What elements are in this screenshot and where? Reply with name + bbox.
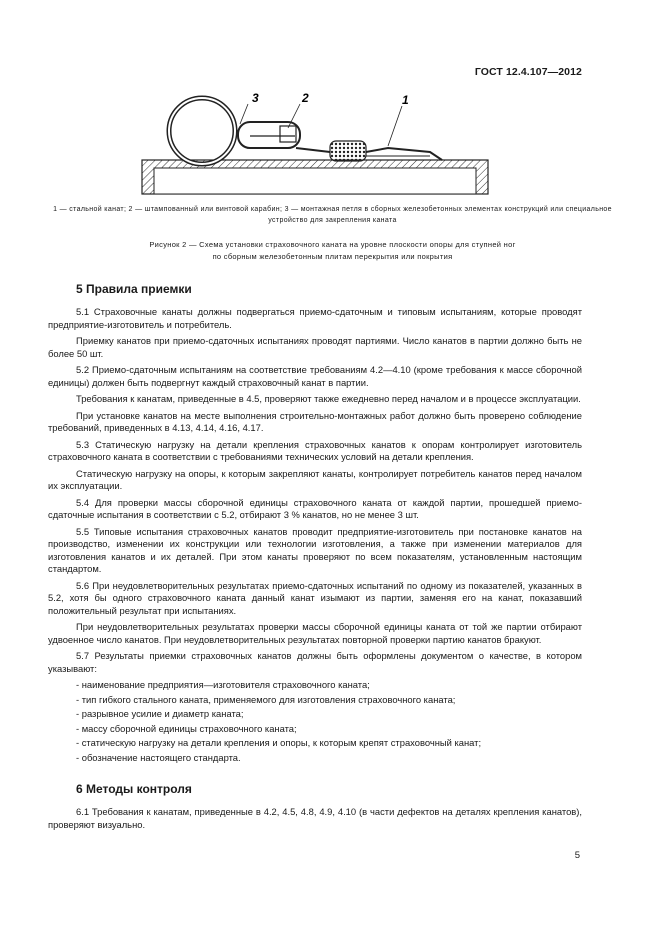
- page-number: 5: [574, 850, 580, 861]
- callout-3: 3: [252, 91, 259, 105]
- list-item: - наименование предприятия—изготовителя страховочного каната;: [76, 679, 370, 690]
- paragraph: 6.1 Требования к канатам, приведенные в 4.2, 4.5, 4.8, 4.9, 4.10 (в части дефектов на деталях крепления канатов), проверяют визуально.: [48, 806, 582, 830]
- paragraph: 5.4 Для проверки массы сборочной единицы страховочного каната от каждой партии, прошедшей приемо-сдаточные испытания в соответствии с 5.2, отбирают 3 % канатов, но не менее 3 шт.: [48, 496, 582, 520]
- paragraph: При установке канатов на месте выполнения строительно-монтажных работ должно быть проверено соблюдение требований, приведенных в 4.13, 4.14, 4.16, 4.17.: [48, 409, 582, 433]
- paragraph: 5.7 Результаты приемки страховочных канатов должны быть оформлены документом о качестве, в котором указывают:: [48, 650, 582, 674]
- paragraph: 5.2 Приемо-сдаточным испытаниям на соответствие требованиям 4.2—4.10 (кроме требования к массе сборочной единицы) должен быть подвергнут каждый страховочный канат в партии.: [48, 364, 582, 388]
- paragraph: 5.6 При неудовлетворительных результатах приемо-сдаточных испытаний по одному из показателей, указанных в 5.2, хотя бы одного страховочного каната данный канат изымают из партии, заменяя его на канат, показавший положительный результат при испытаниях.: [48, 579, 582, 616]
- caption-line-2: по сборным железобетонным плитам перекрытия или покрытия: [212, 252, 453, 261]
- list-item: - разрывное усилие и диаметр каната;: [76, 708, 244, 719]
- paragraph: Приемку канатов при приемо-сдаточных испытаниях проводят партиями. Число канатов в партии должно быть не более 50 шт.: [48, 335, 582, 359]
- document-code: ГОСТ 12.4.107—2012: [474, 66, 582, 78]
- paragraph: 5.3 Статическую нагрузку на детали крепления страховочных канатов к опорам контролирует изготовитель страховочного каната в соответствии с требованиями технических условий на детали крепления.: [48, 438, 582, 462]
- callout-1: 1: [402, 93, 409, 107]
- caption-line-1: Рисунок 2 — Схема установки страховочного каната на уровне плоскости опоры для ступней ног: [149, 240, 516, 249]
- rope-installation-diagram: [130, 86, 500, 202]
- figure-caption: [70, 239, 595, 263]
- paragraph: 5.5 Типовые испытания страховочных канатов проводит предприятие-изготовитель при постановке канатов на производство, изменении их конструкции или технологии изготовления, а также при изменении материалов для изготовления канатов и их деталей. При этом канаты проверяют по всем показателям, установленным настоящим стандартом.: [48, 525, 582, 574]
- list-item: - обозначение настоящего стандарта.: [76, 751, 241, 763]
- list-item: - массу сборочной единицы страховочного каната;: [76, 722, 297, 734]
- section-6-heading: 6 Методы контроля: [76, 782, 192, 796]
- paragraph: При неудовлетворительных результатах проверки массы сборочной единицы каната от той же партии отбирают удвоенное число канатов. При неудовлетворительных результатах повторной проверки партию канатов бракуют.: [48, 621, 582, 645]
- rope-clamp: [330, 141, 366, 161]
- paragraph: Статическую нагрузку на опоры, к которым закрепляют канаты, контролирует потребитель канатов перед началом их эксплуатации.: [48, 467, 582, 491]
- list-item: - тип гибкого стального каната, применяемого для изготовления страховочного каната;: [76, 693, 456, 705]
- callout-2: 2: [302, 91, 309, 105]
- list-item: - статическую нагрузку на детали крепления и опоры, к которым крепят страховочный канат;: [76, 737, 482, 748]
- figure-legend: 1 — стальной канат; 2 — штампованный или винтовой карабин; 3 — монтажная петля в сборных железобетонных элементах конструкций или специальное устройство для закрепления каната: [53, 206, 612, 224]
- document-body: [48, 282, 582, 833]
- paragraph: 5.1 Страховочные канаты должны подвергаться приемо-сдаточным и типовым испытаниям, которые проводят предприятие-изготовитель и потребитель.: [48, 306, 582, 330]
- steel-rope: [296, 148, 442, 160]
- paragraph: Требования к канатам, приведенные в 4.5, проверяют также ежедневно перед началом и в процессе эксплуатации.: [76, 393, 581, 404]
- section-5-heading: 5 Правила приемки: [76, 282, 192, 296]
